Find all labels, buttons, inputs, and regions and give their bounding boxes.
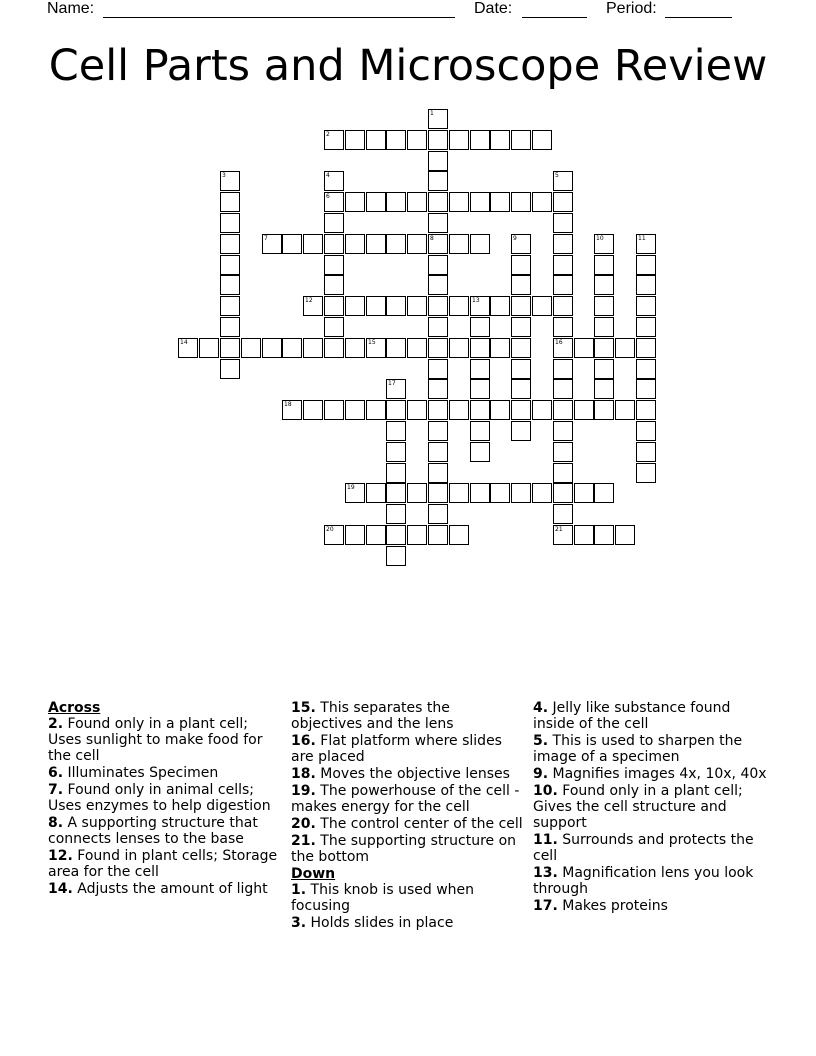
clue-number-label: 1 bbox=[430, 110, 434, 117]
grid-cell[interactable] bbox=[345, 130, 365, 150]
clue-number: 7. bbox=[48, 782, 64, 798]
grid-cell[interactable] bbox=[407, 296, 427, 316]
grid-cell[interactable] bbox=[324, 213, 344, 233]
clues-col-1 bbox=[48, 700, 280, 898]
grid-cell[interactable] bbox=[511, 296, 531, 316]
grid-cell[interactable] bbox=[407, 234, 427, 254]
grid-cell[interactable] bbox=[553, 400, 573, 420]
grid-cell[interactable] bbox=[366, 192, 386, 212]
clue-number-label: 14 bbox=[180, 339, 188, 346]
clue-item bbox=[291, 833, 523, 865]
clue-item bbox=[291, 915, 523, 931]
grid-cell[interactable] bbox=[553, 317, 573, 337]
clue-text: The control center of the cell bbox=[315, 816, 523, 832]
grid-cell[interactable] bbox=[428, 400, 448, 420]
grid-cell[interactable] bbox=[324, 234, 344, 254]
grid-cell[interactable] bbox=[636, 400, 656, 420]
clue-item bbox=[291, 882, 523, 914]
clue-number: 21. bbox=[291, 833, 316, 849]
grid-cell[interactable] bbox=[594, 317, 614, 337]
grid-cell[interactable] bbox=[303, 234, 323, 254]
grid-cell[interactable] bbox=[449, 338, 469, 358]
clue-number-label: 2 bbox=[326, 131, 330, 138]
grid-cell[interactable] bbox=[324, 338, 344, 358]
grid-cell[interactable] bbox=[366, 525, 386, 545]
grid-cell[interactable] bbox=[428, 296, 448, 316]
clue-number: 3. bbox=[291, 915, 307, 931]
grid-cell[interactable] bbox=[511, 317, 531, 337]
grid-cell[interactable] bbox=[532, 296, 552, 316]
clue-number: 9. bbox=[533, 766, 549, 782]
clue-item bbox=[533, 766, 768, 782]
grid-cell[interactable] bbox=[386, 338, 406, 358]
grid-cell[interactable] bbox=[511, 192, 531, 212]
grid-cell[interactable] bbox=[553, 171, 573, 191]
grid-cell[interactable] bbox=[220, 359, 240, 379]
grid-cell[interactable] bbox=[282, 338, 302, 358]
grid-cell[interactable] bbox=[324, 296, 344, 316]
grid-cell[interactable] bbox=[636, 317, 656, 337]
grid-cell[interactable] bbox=[345, 338, 365, 358]
clue-number: 19. bbox=[291, 783, 316, 799]
clue-number: 18. bbox=[291, 766, 316, 782]
grid-cell[interactable] bbox=[407, 525, 427, 545]
clue-item bbox=[533, 783, 768, 831]
grid-cell[interactable] bbox=[220, 255, 240, 275]
grid-cell[interactable] bbox=[366, 234, 386, 254]
grid-cell[interactable] bbox=[220, 317, 240, 337]
grid-cell[interactable] bbox=[220, 338, 240, 358]
clue-number-label: 7 bbox=[264, 235, 268, 242]
grid-cell[interactable] bbox=[366, 483, 386, 503]
grid-cell[interactable] bbox=[428, 275, 448, 295]
grid-cell[interactable] bbox=[636, 359, 656, 379]
grid-cell[interactable] bbox=[282, 234, 302, 254]
grid-cell[interactable] bbox=[199, 338, 219, 358]
grid-cell[interactable] bbox=[594, 255, 614, 275]
grid-cell[interactable] bbox=[553, 442, 573, 462]
grid-cell[interactable] bbox=[553, 421, 573, 441]
grid-cell[interactable] bbox=[324, 525, 344, 545]
grid-cell[interactable] bbox=[490, 130, 510, 150]
grid-cell[interactable] bbox=[490, 400, 510, 420]
grid-cell[interactable] bbox=[386, 421, 406, 441]
grid-cell[interactable] bbox=[428, 359, 448, 379]
grid-cell[interactable] bbox=[324, 275, 344, 295]
clue-number: 12. bbox=[48, 848, 73, 864]
clue-number: 5. bbox=[533, 733, 549, 749]
clue-text: Found only in a plant cell; Uses sunlight to make food for the cell bbox=[48, 716, 263, 764]
grid-cell[interactable] bbox=[428, 109, 448, 129]
grid-cell[interactable] bbox=[428, 504, 448, 524]
grid-cell[interactable] bbox=[574, 400, 594, 420]
grid-cell[interactable] bbox=[407, 338, 427, 358]
clue-item bbox=[48, 881, 280, 897]
grid-cell[interactable] bbox=[553, 192, 573, 212]
grid-cell[interactable] bbox=[220, 275, 240, 295]
grid-cell[interactable] bbox=[553, 504, 573, 524]
clue-item bbox=[48, 848, 280, 880]
grid-cell[interactable] bbox=[470, 400, 490, 420]
grid-cell[interactable] bbox=[553, 379, 573, 399]
clue-item bbox=[291, 700, 523, 732]
clue-number-label: 6 bbox=[326, 193, 330, 200]
clue-number: 4. bbox=[533, 700, 549, 716]
grid-cell[interactable] bbox=[636, 338, 656, 358]
grid-cell[interactable] bbox=[574, 525, 594, 545]
grid-cell[interactable] bbox=[407, 483, 427, 503]
grid-cell[interactable] bbox=[553, 338, 573, 358]
grid-cell[interactable] bbox=[511, 359, 531, 379]
grid-cell[interactable] bbox=[428, 234, 448, 254]
grid-cell[interactable] bbox=[636, 275, 656, 295]
clue-item bbox=[533, 700, 768, 732]
clue-number-label: 15 bbox=[368, 339, 376, 346]
grid-cell[interactable] bbox=[366, 400, 386, 420]
grid-cell[interactable] bbox=[407, 192, 427, 212]
grid-cell[interactable] bbox=[594, 525, 614, 545]
grid-cell[interactable] bbox=[428, 421, 448, 441]
clue-number-label: 16 bbox=[555, 339, 563, 346]
grid-cell[interactable] bbox=[324, 171, 344, 191]
grid-cell[interactable] bbox=[553, 359, 573, 379]
grid-cell[interactable] bbox=[324, 400, 344, 420]
clue-number: 15. bbox=[291, 700, 316, 716]
grid-cell[interactable] bbox=[178, 338, 198, 358]
clue-number-label: 19 bbox=[347, 484, 355, 491]
grid-cell[interactable] bbox=[636, 379, 656, 399]
name-label: Name: bbox=[47, 0, 95, 17]
grid-cell[interactable] bbox=[594, 379, 614, 399]
clue-number-label: 11 bbox=[638, 235, 646, 242]
grid-cell[interactable] bbox=[532, 483, 552, 503]
grid-cell[interactable] bbox=[428, 130, 448, 150]
grid-cell[interactable] bbox=[345, 400, 365, 420]
grid-cell[interactable] bbox=[553, 255, 573, 275]
clue-text: The powerhouse of the cell - makes energy for the cell bbox=[291, 783, 520, 815]
grid-cell[interactable] bbox=[553, 213, 573, 233]
grid-cell[interactable] bbox=[594, 483, 614, 503]
grid-cell[interactable] bbox=[511, 338, 531, 358]
clue-number: 13. bbox=[533, 865, 558, 881]
clue-text: Found only in animal cells; Uses enzymes to help digestion bbox=[48, 782, 271, 814]
grid-cell[interactable] bbox=[449, 525, 469, 545]
clue-text: Illuminates Specimen bbox=[63, 765, 219, 781]
grid-cell[interactable] bbox=[386, 130, 406, 150]
clue-item bbox=[291, 733, 523, 765]
clue-item bbox=[533, 832, 768, 864]
grid-cell[interactable] bbox=[470, 421, 490, 441]
grid-cell[interactable] bbox=[470, 359, 490, 379]
grid-cell[interactable] bbox=[594, 400, 614, 420]
grid-cell[interactable] bbox=[594, 296, 614, 316]
clue-text: This is used to sharpen the image of a specimen bbox=[533, 733, 743, 765]
grid-cell[interactable] bbox=[636, 255, 656, 275]
grid-cell[interactable] bbox=[220, 213, 240, 233]
clue-item bbox=[533, 898, 768, 914]
clue-number-label: 8 bbox=[430, 235, 434, 242]
grid-cell[interactable] bbox=[636, 296, 656, 316]
grid-cell[interactable] bbox=[470, 317, 490, 337]
grid-cell[interactable] bbox=[615, 400, 635, 420]
grid-cell[interactable] bbox=[428, 171, 448, 191]
grid-cell[interactable] bbox=[449, 296, 469, 316]
clue-item bbox=[533, 865, 768, 897]
clue-item bbox=[48, 765, 280, 781]
grid-cell[interactable] bbox=[303, 338, 323, 358]
grid-cell[interactable] bbox=[532, 130, 552, 150]
grid-cell[interactable] bbox=[470, 130, 490, 150]
grid-cell[interactable] bbox=[366, 338, 386, 358]
grid-cell[interactable] bbox=[490, 192, 510, 212]
grid-cell[interactable] bbox=[553, 296, 573, 316]
clue-number-label: 17 bbox=[388, 380, 396, 387]
grid-cell[interactable] bbox=[386, 296, 406, 316]
grid-cell[interactable] bbox=[449, 400, 469, 420]
grid-cell[interactable] bbox=[490, 338, 510, 358]
grid-cell[interactable] bbox=[386, 400, 406, 420]
clue-text: Adjusts the amount of light bbox=[72, 881, 268, 897]
grid-cell[interactable] bbox=[574, 338, 594, 358]
grid-cell[interactable] bbox=[636, 442, 656, 462]
clue-item bbox=[48, 782, 280, 814]
grid-cell[interactable] bbox=[470, 192, 490, 212]
clue-text: This separates the objectives and the lens bbox=[291, 700, 454, 732]
clue-item bbox=[48, 716, 280, 764]
grid-cell[interactable] bbox=[282, 400, 302, 420]
grid-cell[interactable] bbox=[511, 275, 531, 295]
grid-cell[interactable] bbox=[386, 192, 406, 212]
grid-cell[interactable] bbox=[345, 483, 365, 503]
clue-text: Magnification lens you look through bbox=[533, 865, 754, 897]
clue-number-label: 5 bbox=[555, 172, 559, 179]
grid-cell[interactable] bbox=[470, 379, 490, 399]
grid-cell[interactable] bbox=[553, 483, 573, 503]
grid-cell[interactable] bbox=[386, 525, 406, 545]
grid-cell[interactable] bbox=[220, 234, 240, 254]
clue-text: Flat platform where slides are placed bbox=[291, 733, 502, 765]
grid-cell[interactable] bbox=[553, 275, 573, 295]
grid-cell[interactable] bbox=[262, 338, 282, 358]
grid-cell[interactable] bbox=[449, 192, 469, 212]
grid-cell[interactable] bbox=[470, 296, 490, 316]
grid-cell[interactable] bbox=[594, 275, 614, 295]
clue-number: 10. bbox=[533, 783, 558, 799]
grid-cell[interactable] bbox=[636, 421, 656, 441]
grid-cell[interactable] bbox=[532, 192, 552, 212]
grid-cell[interactable] bbox=[324, 255, 344, 275]
clues-col-2 bbox=[291, 700, 523, 932]
grid-cell[interactable] bbox=[428, 483, 448, 503]
grid-cell[interactable] bbox=[303, 400, 323, 420]
grid-cell[interactable] bbox=[428, 379, 448, 399]
grid-cell[interactable] bbox=[553, 463, 573, 483]
clue-number: 2. bbox=[48, 716, 64, 732]
clue-text: Holds slides in place bbox=[306, 915, 454, 931]
grid-cell[interactable] bbox=[220, 192, 240, 212]
grid-cell[interactable] bbox=[449, 483, 469, 503]
grid-cell[interactable] bbox=[386, 504, 406, 524]
clue-item bbox=[291, 766, 523, 782]
grid-cell[interactable] bbox=[407, 400, 427, 420]
grid-cell[interactable] bbox=[303, 296, 323, 316]
clue-number-label: 12 bbox=[305, 297, 313, 304]
clue-number: 8. bbox=[48, 815, 64, 831]
grid-cell[interactable] bbox=[511, 255, 531, 275]
clue-number: 1. bbox=[291, 882, 307, 898]
date-label: Date: bbox=[474, 0, 513, 17]
grid-cell[interactable] bbox=[324, 192, 344, 212]
grid-cell[interactable] bbox=[511, 421, 531, 441]
clue-number: 14. bbox=[48, 881, 73, 897]
clue-number: 17. bbox=[533, 898, 558, 914]
grid-cell[interactable] bbox=[594, 234, 614, 254]
grid-cell[interactable] bbox=[428, 317, 448, 337]
grid-cell[interactable] bbox=[449, 234, 469, 254]
down-heading: Down bbox=[291, 866, 336, 882]
grid-cell[interactable] bbox=[345, 192, 365, 212]
grid-cell[interactable] bbox=[615, 338, 635, 358]
grid-cell[interactable] bbox=[511, 483, 531, 503]
grid-cell[interactable] bbox=[511, 379, 531, 399]
clue-text: This knob is used when focusing bbox=[291, 882, 475, 914]
grid-cell[interactable] bbox=[386, 483, 406, 503]
grid-cell[interactable] bbox=[428, 463, 448, 483]
grid-cell[interactable] bbox=[490, 296, 510, 316]
grid-cell[interactable] bbox=[428, 151, 448, 171]
clue-number-label: 9 bbox=[513, 235, 517, 242]
clue-number-label: 21 bbox=[555, 526, 563, 533]
clue-text: Magnifies images 4x, 10x, 40x bbox=[548, 766, 767, 782]
grid-cell[interactable] bbox=[241, 338, 261, 358]
grid-cell[interactable] bbox=[220, 296, 240, 316]
clue-number: 16. bbox=[291, 733, 316, 749]
clue-item bbox=[48, 815, 280, 847]
grid-cell[interactable] bbox=[386, 442, 406, 462]
grid-cell[interactable] bbox=[636, 234, 656, 254]
clue-item bbox=[291, 783, 523, 815]
grid-cell[interactable] bbox=[594, 359, 614, 379]
grid-cell[interactable] bbox=[407, 130, 427, 150]
grid-cell[interactable] bbox=[636, 463, 656, 483]
grid-cell[interactable] bbox=[366, 130, 386, 150]
grid-cell[interactable] bbox=[386, 379, 406, 399]
across-heading: Across bbox=[48, 700, 101, 716]
grid-cell[interactable] bbox=[386, 234, 406, 254]
page-title: Cell Parts and Microscope Review bbox=[48, 41, 768, 91]
clue-item bbox=[533, 733, 768, 765]
grid-cell[interactable] bbox=[324, 130, 344, 150]
grid-cell[interactable] bbox=[220, 171, 240, 191]
clue-number-label: 10 bbox=[596, 235, 604, 242]
grid-cell[interactable] bbox=[345, 234, 365, 254]
grid-cell[interactable] bbox=[511, 234, 531, 254]
clue-number: 11. bbox=[533, 832, 558, 848]
grid-cell[interactable] bbox=[428, 442, 448, 462]
clue-number-label: 4 bbox=[326, 172, 330, 179]
clue-text: The supporting structure on the bottom bbox=[291, 833, 517, 865]
grid-cell[interactable] bbox=[615, 525, 635, 545]
clue-text: A supporting structure that connects lenses to the base bbox=[48, 815, 258, 847]
clue-text: Moves the objective lenses bbox=[315, 766, 510, 782]
clue-text: Makes proteins bbox=[557, 898, 668, 914]
grid-cell[interactable] bbox=[553, 234, 573, 254]
clue-number: 20. bbox=[291, 816, 316, 832]
grid-cell[interactable] bbox=[386, 546, 406, 566]
grid-cell[interactable] bbox=[490, 483, 510, 503]
grid-cell[interactable] bbox=[345, 296, 365, 316]
grid-cell[interactable] bbox=[511, 400, 531, 420]
clue-text: Found only in a plant cell; Gives the cell structure and support bbox=[533, 783, 743, 831]
clue-number: 6. bbox=[48, 765, 64, 781]
grid-cell[interactable] bbox=[470, 483, 490, 503]
grid-cell[interactable] bbox=[428, 525, 448, 545]
grid-cell[interactable] bbox=[262, 234, 282, 254]
grid-cell[interactable] bbox=[470, 338, 490, 358]
grid-cell[interactable] bbox=[532, 400, 552, 420]
grid-cell[interactable] bbox=[574, 483, 594, 503]
period-label: Period: bbox=[606, 0, 657, 17]
clue-text: Found in plant cells; Storage area for the cell bbox=[48, 848, 278, 880]
grid-cell[interactable] bbox=[386, 463, 406, 483]
clue-item bbox=[291, 816, 523, 832]
grid-cell[interactable] bbox=[366, 296, 386, 316]
clue-text: Jelly like substance found inside of the cell bbox=[533, 700, 731, 732]
grid-cell[interactable] bbox=[470, 234, 490, 254]
clues-col-3 bbox=[533, 700, 768, 915]
grid-cell[interactable] bbox=[553, 525, 573, 545]
grid-cell[interactable] bbox=[428, 338, 448, 358]
grid-cell[interactable] bbox=[511, 130, 531, 150]
clue-number-label: 13 bbox=[472, 297, 480, 304]
grid-cell[interactable] bbox=[428, 213, 448, 233]
clue-number-label: 18 bbox=[284, 401, 292, 408]
grid-cell[interactable] bbox=[594, 338, 614, 358]
grid-cell[interactable] bbox=[428, 192, 448, 212]
grid-cell[interactable] bbox=[428, 255, 448, 275]
grid-cell[interactable] bbox=[470, 442, 490, 462]
clue-text: Surrounds and protects the cell bbox=[533, 832, 754, 864]
grid-cell[interactable] bbox=[345, 525, 365, 545]
grid-cell[interactable] bbox=[324, 317, 344, 337]
grid-cell[interactable] bbox=[449, 130, 469, 150]
clue-number-label: 20 bbox=[326, 526, 334, 533]
clue-number-label: 3 bbox=[222, 172, 226, 179]
